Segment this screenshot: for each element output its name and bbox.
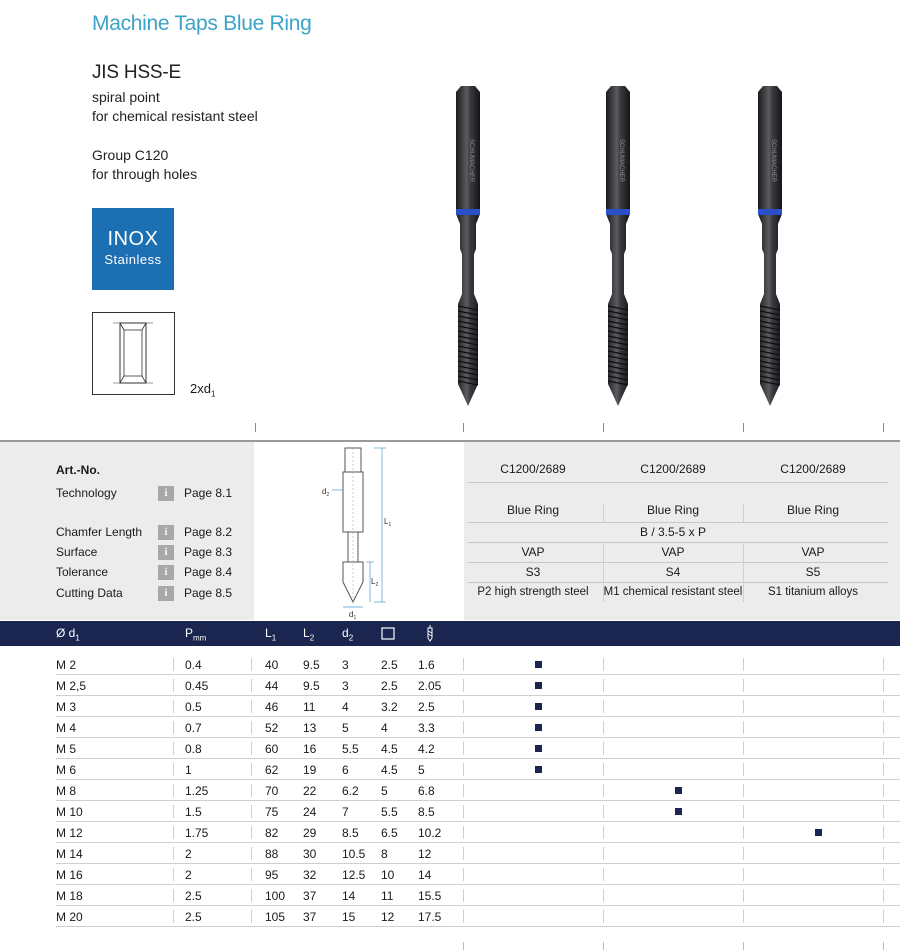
column-divider [251,679,252,692]
column-tick [743,942,744,950]
availability-marker [535,766,542,773]
availability-marker [535,724,542,731]
cell-square: 11 [381,889,394,903]
column-divider [173,679,174,692]
column-divider [603,658,604,671]
column-divider [173,700,174,713]
cell-drill: 8.5 [418,805,435,819]
cell-pitch: 0.45 [185,679,209,693]
cell-d2: 6 [342,763,349,777]
cell-l2: 37 [303,910,317,924]
availability-marker [815,829,822,836]
cell-l2: 9.5 [303,658,320,672]
column-tick [883,423,884,432]
column-divider [251,742,252,755]
hole-depth-label: $2xd_1$ [190,381,216,399]
column-divider [463,826,464,839]
chamfer-value: B / 3.5-5 x P [639,525,707,539]
tap-image-2 [598,84,638,414]
availability-marker [535,661,542,668]
product-desc-1: spiral point [92,89,160,105]
table-row[interactable] [56,654,900,675]
column-divider [603,889,604,902]
tool-brand-label: SCHUMACHER [770,139,776,183]
table-header [0,621,900,646]
through-hole-icon [92,312,175,395]
cell-l1: 40 [265,658,279,672]
column-divider [743,910,744,923]
tolerance-page-ref[interactable]: Page 8.4 [184,565,233,579]
cell-l1: 44 [265,679,279,693]
table-row[interactable] [56,780,900,801]
cell-size: M 10 [56,805,83,819]
cutting-col-2: M1 chemical resistant steel [603,586,743,598]
badge-line1: INOX [107,228,159,250]
cell-d2: 5.5 [342,742,359,756]
cell-square: 5.5 [381,805,398,819]
column-divider [743,826,744,839]
column-tick [463,942,464,950]
surface-label: Surface [56,545,98,559]
svg-text:L1: $L_1$ [384,517,392,528]
column-divider [463,742,464,755]
cell-drill: 1.6 [418,658,435,672]
column-divider [743,658,744,671]
table-row[interactable] [56,696,900,717]
column-divider [251,721,252,734]
info-icon[interactable]: i [158,525,174,540]
column-divider [603,910,604,923]
column-divider [883,679,884,692]
inox-badge [92,208,174,290]
column-divider [743,742,744,755]
column-divider [251,784,252,797]
column-divider [743,805,744,818]
svg-text:L2: $L_2$ [371,577,379,588]
cell-l1: 70 [265,784,279,798]
info-band [0,440,900,620]
cell-l1: 88 [265,847,279,861]
product-desc-2: for chemical resistant steel [92,108,258,124]
cutting-page-ref[interactable]: Page 8.5 [184,586,233,600]
cell-size: M 12 [56,826,83,840]
cell-drill: 15.5 [418,889,442,903]
availability-marker [675,787,682,794]
cutting-col-3: S1 titanium alloys [767,586,859,598]
technology-col-3: Blue Ring [786,503,840,517]
cell-size: M 4 [56,721,77,735]
column-divider [883,700,884,713]
column-divider [251,826,252,839]
technology-label: Technology [56,486,117,500]
column-divider [743,784,744,797]
cell-d2: 8.5 [342,826,359,840]
drill-icon [426,625,434,645]
column-divider [173,805,174,818]
column-divider [883,763,884,776]
cell-square: 10 [381,868,395,882]
column-divider [603,700,604,713]
col-header-d2: $d_2$ [342,626,354,643]
cell-d2: 7 [342,805,349,819]
column-divider [883,784,884,797]
cell-size: M 6 [56,763,77,777]
column-divider [463,721,464,734]
cell-square: 8 [381,847,388,861]
technology-col-2: Blue Ring [646,503,700,517]
col-header-l2: $L_2$ [303,626,315,643]
cell-d2: 3 [342,679,349,693]
tolerance-col-2: S4 [665,565,681,579]
cell-size: M 20 [56,910,83,924]
cell-square: 2.5 [381,658,398,672]
cell-square: 6.5 [381,826,398,840]
square-icon [381,627,395,643]
column-tick [743,423,744,432]
cell-l1: 60 [265,742,279,756]
tool-brand-label: SCHUMACHER [618,139,624,183]
column-tick [603,942,604,950]
column-divider [603,847,604,860]
page-title: Machine Taps Blue Ring [92,12,312,35]
cell-l2: 13 [303,721,317,735]
column-divider [603,805,604,818]
column-divider [743,721,744,734]
column-divider [173,910,174,923]
table-row[interactable] [56,675,900,696]
cell-square: 3.2 [381,700,398,714]
cell-square: 4 [381,721,388,735]
column-divider [463,658,464,671]
svg-text:d2: $d_2$ [322,487,330,498]
cell-drill: 10.2 [418,826,442,840]
surface-page-ref[interactable]: Page 8.3 [184,545,233,559]
column-divider [173,763,174,776]
column-divider [743,679,744,692]
column-divider [173,847,174,860]
cell-drill: 5 [418,763,425,777]
column-divider [883,889,884,902]
availability-marker [535,682,542,689]
cell-size: M 18 [56,889,83,903]
group-desc: for through holes [92,166,198,182]
column-divider [603,826,604,839]
cell-drill: 2.5 [418,700,435,714]
chamfer-page-ref[interactable]: Page 8.2 [184,525,233,539]
artno-col-1: C1200/2689 [500,462,566,476]
table-row[interactable] [56,801,900,822]
column-divider [251,700,252,713]
column-divider [463,700,464,713]
column-divider [251,910,252,923]
cell-l2: 29 [303,826,317,840]
column-tick [883,942,884,950]
col-header-d1: Ø $d_1$ [56,626,80,643]
cell-drill: 2.05 [418,679,442,693]
artno-label: Art.-No. [56,463,100,477]
cell-pitch: 2.5 [185,910,202,924]
surface-col-2: VAP [661,545,685,559]
info-icon[interactable]: i [158,486,174,501]
cell-square: 4.5 [381,763,398,777]
cell-pitch: 1.75 [185,826,209,840]
table-row[interactable] [56,906,900,927]
cell-size: M 5 [56,742,77,756]
column-divider [883,826,884,839]
cell-l1: 105 [265,910,286,924]
column-divider [251,805,252,818]
column-divider [883,721,884,734]
cell-drill: 6.8 [418,784,435,798]
cell-square: 5 [381,784,388,798]
cell-l2: 16 [303,742,317,756]
cell-l2: 30 [303,847,317,861]
cell-d2: 10.5 [342,847,366,861]
column-divider [463,868,464,881]
cell-l1: 82 [265,826,279,840]
table-row[interactable] [56,717,900,738]
cell-d2: 3 [342,658,349,672]
column-divider [251,868,252,881]
cutting-data-label: Cutting Data [56,586,123,600]
column-divider [743,763,744,776]
tolerance-label: Tolerance [56,565,109,579]
cell-d2: 15 [342,910,356,924]
surface-col-1: VAP [521,545,545,559]
column-divider [743,889,744,902]
cell-drill: 12 [418,847,432,861]
cell-l1: 62 [265,763,279,777]
column-tick [463,423,464,432]
cell-pitch: 1 [185,763,192,777]
column-tick [603,423,604,432]
cell-size: M 16 [56,868,83,882]
product-name: JIS HSS-E [92,62,181,83]
table-row[interactable] [56,843,900,864]
column-divider [173,826,174,839]
tolerance-col-1: S3 [525,565,541,579]
cell-l1: 46 [265,700,279,714]
column-divider [173,742,174,755]
info-icon[interactable]: i [158,545,174,560]
column-divider [603,784,604,797]
cell-square: 12 [381,910,395,924]
column-divider [743,868,744,881]
column-divider [603,742,604,755]
col-header-l1: $L_1$ [265,626,277,643]
column-divider [173,889,174,902]
cell-pitch: 1.5 [185,805,202,819]
cell-size: M 2,5 [56,679,87,693]
tap-image-1 [448,84,488,414]
column-divider [743,847,744,860]
cell-pitch: 2 [185,868,192,882]
cell-l1: 52 [265,721,279,735]
cell-size: M 14 [56,847,83,861]
tolerance-col-3: S5 [805,565,821,579]
table-row[interactable] [56,864,900,885]
cell-pitch: 0.7 [185,721,202,735]
cell-square: 2.5 [381,679,398,693]
column-divider [251,847,252,860]
cell-pitch: 0.8 [185,742,202,756]
column-divider [743,700,744,713]
tap-dimension-diagram [254,442,464,622]
cell-l2: 24 [303,805,317,819]
column-divider [883,658,884,671]
svg-text:d1: $d_1$ [349,610,357,621]
cell-drill: 17.5 [418,910,442,924]
cell-l1: 95 [265,868,279,882]
cell-drill: 14 [418,868,432,882]
column-divider [463,784,464,797]
technology-col-1: Blue Ring [506,503,560,517]
column-divider [173,868,174,881]
column-divider [463,889,464,902]
table-row[interactable] [56,822,900,843]
column-divider [883,868,884,881]
cell-d2: 14 [342,889,356,903]
cell-l2: 11 [303,700,316,714]
cell-l2: 22 [303,784,317,798]
artno-col-2: C1200/2689 [640,462,706,476]
cell-d2: 5 [342,721,349,735]
cell-l2: 19 [303,763,317,777]
cell-l2: 32 [303,868,317,882]
cell-d2: 12.5 [342,868,366,882]
column-divider [463,679,464,692]
cell-l1: 75 [265,805,279,819]
cell-drill: 4.2 [418,742,435,756]
column-divider [603,679,604,692]
column-divider [463,847,464,860]
column-divider [883,910,884,923]
badge-line2: Stainless [104,252,162,267]
cell-pitch: 0.5 [185,700,202,714]
column-tick [255,423,256,432]
table-row[interactable] [56,738,900,759]
column-divider [251,763,252,776]
tool-brand-label: SCHUMACHER [468,139,474,183]
cell-size: M 2 [56,658,77,672]
info-icon[interactable]: i [158,565,174,580]
availability-marker [675,808,682,815]
column-divider [603,721,604,734]
surface-col-3: VAP [801,545,825,559]
table-row[interactable] [56,885,900,906]
column-divider [883,805,884,818]
cell-drill: 3.3 [418,721,435,735]
cell-pitch: 0.4 [185,658,202,672]
column-divider [883,742,884,755]
column-divider [883,847,884,860]
cell-l2: 37 [303,889,317,903]
cell-d2: 4 [342,700,349,714]
dimension-diagram-panel [254,442,464,622]
artno-col-3: C1200/2689 [780,462,846,476]
cell-pitch: 2 [185,847,192,861]
availability-marker [535,703,542,710]
col-header-pitch: $P_{mm}$ [185,626,207,643]
cell-pitch: 1.25 [185,784,209,798]
cell-square: 4.5 [381,742,398,756]
column-divider [463,805,464,818]
column-divider [463,910,464,923]
cell-l1: 100 [265,889,286,903]
column-divider [173,658,174,671]
table-row[interactable] [56,759,900,780]
cell-l2: 9.5 [303,679,320,693]
column-divider [603,763,604,776]
technology-page-ref[interactable]: Page 8.1 [184,486,233,500]
info-icon[interactable]: i [158,586,174,601]
cell-d2: 6.2 [342,784,359,798]
chamfer-label: Chamfer Length [56,525,143,539]
availability-marker [535,745,542,752]
tap-image-3 [750,84,790,414]
cell-pitch: 2.5 [185,889,202,903]
column-divider [251,658,252,671]
cutting-col-1: P2 high strength steel [477,586,589,598]
column-divider [251,889,252,902]
column-divider [173,721,174,734]
cell-size: M 8 [56,784,77,798]
column-divider [173,784,174,797]
cell-size: M 3 [56,700,77,714]
group-label: Group C120 [92,147,169,163]
column-divider [463,763,464,776]
column-divider [603,868,604,881]
